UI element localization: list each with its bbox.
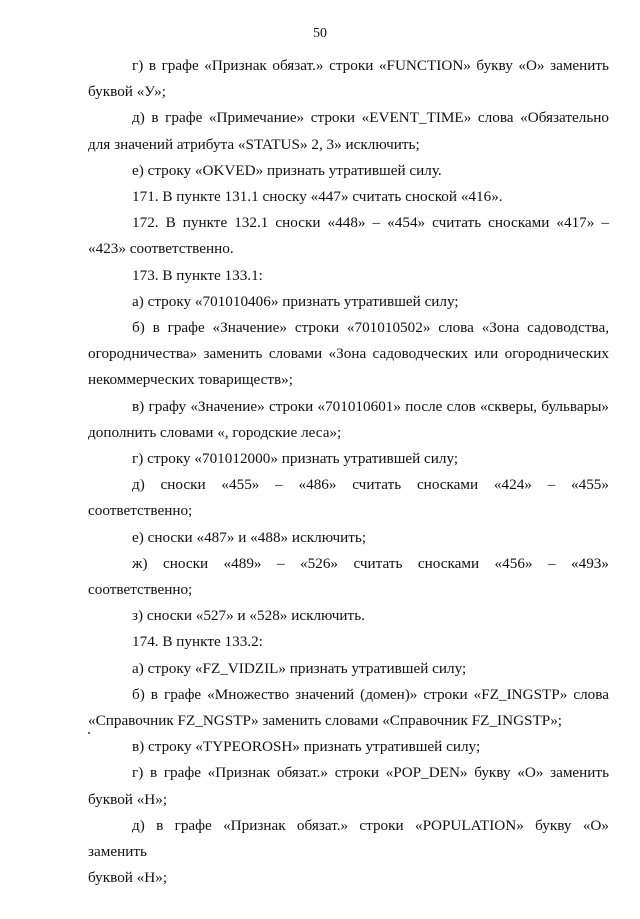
text-line: огородничества» заменить словами «Зона садоводческих или огороднических: [88, 345, 609, 363]
text-line: 172. В пункте 132.1 сноски «448» – «454» считать сносками «417» –: [132, 214, 609, 232]
text-line: е) строку «OKVED» признать утратившей силу.: [132, 161, 442, 179]
paragraph: [88, 656, 609, 682]
paragraph: [88, 105, 609, 157]
paragraph: [88, 734, 609, 760]
text-line: а) строку «FZ_VIDZIL» признать утратившей силу;: [132, 659, 467, 677]
text-line: 174. В пункте 133.2:: [132, 633, 263, 651]
text-line: а) строку «701010406» признать утратившей силу;: [132, 292, 459, 310]
paragraph: [88, 813, 609, 892]
paragraph: [88, 525, 609, 551]
text-line: б) в графе «Значение» строки «701010502» слова «Зона садоводства,: [132, 319, 609, 337]
text-line: в) строку «TYPEOROSH» признать утратившей силу;: [132, 738, 481, 756]
text-line: з) сноски «527» и «528» исключить.: [132, 607, 365, 625]
text-line: буквой «Н»;: [88, 869, 168, 887]
paragraph: [88, 53, 609, 105]
text-line: буквой «Н»;: [88, 790, 168, 808]
text-line: «423» соответственно.: [88, 240, 234, 258]
paragraph: [88, 472, 609, 524]
text-line: г) в графе «Признак обязат.» строки «POP_DEN» букву «О» заменить: [132, 764, 609, 782]
text-line: 173. В пункте 133.1:: [132, 266, 263, 284]
text-line: б) в графе «Множество значений (домен)» строки «FZ_INGSTP» слова: [132, 685, 609, 703]
scan-speck: [88, 732, 90, 734]
paragraph: [88, 184, 609, 210]
text-line: е) сноски «487» и «488» исключить;: [132, 528, 367, 546]
text-line: «Справочник FZ_NGSTP» заменить словами «Справочник FZ_INGSTP»;: [88, 712, 563, 730]
text-line: д) в графе «Признак обязат.» строки «POPULATION» букву «О» заменить: [88, 816, 609, 861]
text-line: некоммерческих товариществ»;: [88, 371, 293, 389]
text-line: д) в графе «Примечание» строки «EVENT_TIME» слова «Обязательно: [132, 109, 609, 127]
text-line: 171. В пункте 131.1 сноску «447» считать сноской «416».: [132, 188, 503, 206]
text-line: в) графу «Значение» строки «701010601» после слов «скверы, бульвары»: [132, 397, 609, 415]
paragraph: [88, 551, 609, 603]
text-line: буквой «У»;: [88, 83, 166, 101]
text-line: для значений атрибута «STATUS» 2, 3» исключить;: [88, 135, 420, 153]
paragraph: [88, 263, 609, 289]
paragraph: [88, 289, 609, 315]
paragraph: [88, 315, 609, 394]
paragraph: [88, 210, 609, 262]
text-line: г) в графе «Признак обязат.» строки «FUNCTION» букву «О» заменить: [132, 57, 609, 74]
paragraph: [88, 629, 609, 655]
paragraph: [88, 760, 609, 812]
text-line: дополнить словами «, городские леса»;: [88, 423, 342, 441]
paragraph: [88, 682, 609, 734]
text-line: г) строку «701012000» признать утратившей силу;: [132, 450, 459, 468]
paragraph: [88, 603, 609, 629]
document-body: [88, 53, 609, 892]
paragraph: [88, 446, 609, 472]
page-number: 50: [313, 26, 327, 41]
paragraph: [88, 158, 609, 184]
text-line: д) сноски «455» – «486» считать сносками «424» – «455» соответственно;: [88, 476, 609, 520]
paragraph: [88, 394, 609, 446]
text-line: ж) сноски «489» – «526» считать сносками «456» – «493» соответственно;: [88, 554, 609, 599]
